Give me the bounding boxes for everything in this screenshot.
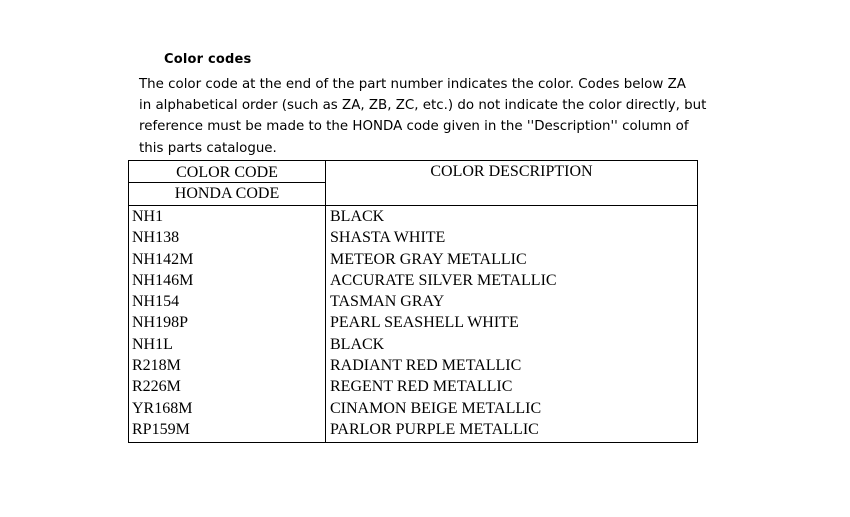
description-cell: BLACK bbox=[330, 335, 385, 353]
code-cell: NH1 bbox=[132, 208, 164, 225]
table-row bbox=[129, 334, 697, 355]
table-row bbox=[129, 355, 697, 376]
table-row bbox=[129, 398, 697, 419]
table-row bbox=[129, 270, 697, 291]
code-cell: RP159M bbox=[132, 420, 190, 438]
description-cell: PARLOR PURPLE METALLIC bbox=[330, 420, 539, 438]
description-cell: SHASTA WHITE bbox=[330, 229, 446, 247]
header-honda-code: HONDA CODE bbox=[174, 185, 280, 202]
code-cell: NH1L bbox=[132, 335, 173, 353]
header-color-code: COLOR CODE bbox=[129, 161, 325, 183]
description-cell: METEOR GRAY METALLIC bbox=[330, 250, 527, 268]
intro-paragraph bbox=[139, 74, 739, 159]
table-body bbox=[129, 206, 697, 440]
description-cell: CINAMON BEIGE METALLIC bbox=[330, 399, 542, 417]
table-row bbox=[129, 312, 697, 333]
table-row bbox=[129, 419, 697, 440]
table-row bbox=[129, 376, 697, 397]
description-cell: BLACK bbox=[330, 208, 385, 225]
intro-line: The color code at the end of the part number indicates the color. Codes below ZA bbox=[139, 77, 686, 92]
description-cell: ACCURATE SILVER METALLIC bbox=[330, 271, 557, 289]
section-heading: Color codes bbox=[164, 52, 252, 67]
code-cell: R218M bbox=[132, 357, 181, 375]
code-cell: NH138 bbox=[132, 229, 180, 247]
code-cell: R226M bbox=[132, 378, 181, 396]
table-row bbox=[129, 291, 697, 312]
description-cell: PEARL SEASHELL WHITE bbox=[330, 314, 519, 332]
description-cell: TASMAN GRAY bbox=[330, 293, 445, 311]
header-color-description: COLOR DESCRIPTION bbox=[430, 163, 593, 180]
intro-line: this parts catalogue. bbox=[139, 140, 277, 156]
table-row bbox=[129, 227, 697, 248]
code-cell: YR168M bbox=[132, 399, 193, 417]
table-row bbox=[129, 249, 697, 270]
intro-line: in alphabetical order (such as ZA, ZB, ZC, etc.) do not indicate the color directly, but bbox=[139, 98, 707, 114]
code-cell: NH154 bbox=[132, 293, 180, 311]
color-code-table bbox=[128, 160, 698, 443]
code-cell: NH142M bbox=[132, 250, 194, 268]
description-cell: RADIANT RED METALLIC bbox=[330, 357, 522, 375]
description-cell: REGENT RED METALLIC bbox=[330, 378, 513, 396]
code-cell: NH146M bbox=[132, 271, 194, 289]
intro-line: reference must be made to the HONDA code given in the ''Description'' column of bbox=[139, 119, 689, 135]
table-row bbox=[129, 206, 697, 227]
code-cell: NH198P bbox=[132, 314, 189, 332]
